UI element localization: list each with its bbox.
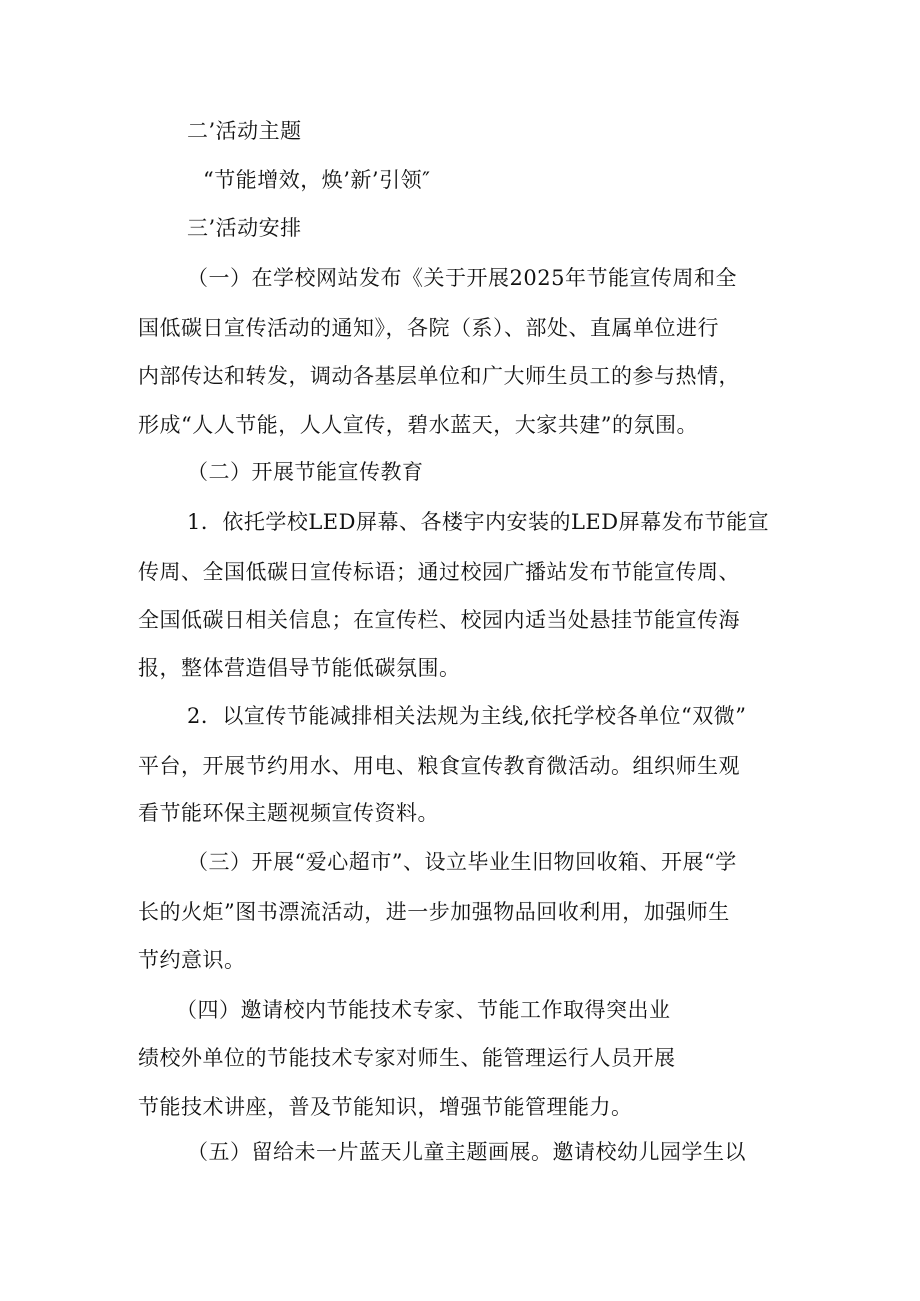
paragraph-line: （三）开展“爱心超市”、设立毕业生旧物回收箱、开展“学 — [187, 850, 737, 874]
subsection-heading: （二）开展节能宣传教育 — [187, 460, 424, 484]
paragraph-line: 内部传达和转发，调动各基层单位和广大师生员工的参与热情， — [138, 364, 740, 388]
paragraph-line: 全国低碳日相关信息；在宣传栏、校园内适当处悬挂节能宣传海 — [138, 608, 740, 632]
paragraph-line: 节能技术讲座，普及节能知识，增强节能管理能力。 — [138, 1095, 633, 1119]
paragraph-line: 形成“人人节能，人人宣传，碧水蓝天，大家共建”的氛围。 — [138, 413, 698, 437]
section-heading-theme: 二’活动主题 — [187, 119, 302, 143]
paragraph-line: 平台，开展节约用水、用电、粮食宣传教育微活动。组织师生观 — [138, 754, 740, 778]
paragraph-line: （一）在学校网站发布《关于开展2025年节能宣传周和全 — [187, 266, 737, 290]
paragraph-line: 国低碳日宣传活动的通知》，各院（系）、部处、直属单位进行 — [138, 316, 719, 340]
paragraph-line: 长的火炬”图书漂流活动，进一步加强物品回收利用，加强师生 — [138, 900, 730, 924]
paragraph-line: 传周、全国低碳日宣传标语；通过校园广播站发布节能宣传周、 — [138, 560, 740, 584]
theme-slogan: “节能增效，焕’新’引领″ — [203, 168, 431, 192]
paragraph-line: 1．依托学校LED屏幕、各楼宇内安装的LED屏幕发布节能宣 — [187, 510, 770, 534]
paragraph-line: （四）邀请校内节能技术专家、节能工作取得突出业 — [176, 998, 671, 1022]
paragraph-line: 看节能环保主题视频宣传资料。 — [138, 801, 439, 825]
paragraph-line: 报，整体营造倡导节能低碳氛围。 — [138, 656, 461, 680]
paragraph-line: 2．以宣传节能减排相关法规为主线,依托学校各单位“双微” — [187, 704, 747, 728]
section-heading-arrangement: 三’活动安排 — [187, 216, 302, 240]
paragraph-line: 节约意识。 — [138, 948, 246, 972]
paragraph-line: （五）留给未一片蓝天儿童主题画展。邀请校幼儿园学生以 — [187, 1140, 746, 1164]
paragraph-line: 绩校外单位的节能技术专家对师生、能管理运行人员开展 — [138, 1046, 676, 1070]
